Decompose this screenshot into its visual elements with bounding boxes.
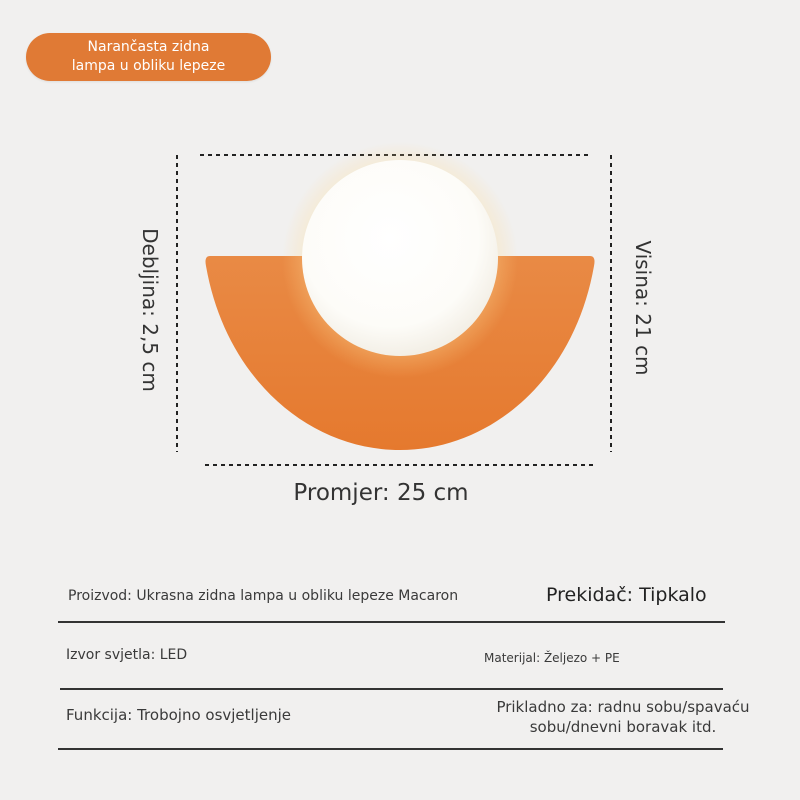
height-label: Visina: 21 cm: [631, 240, 655, 376]
spec-suitable-for: [483, 697, 763, 737]
badge-line-2: lampa u obliku lepeze: [71, 58, 226, 74]
divider-1: [58, 621, 725, 623]
spec-light-source: Izvor svjetla: LED: [66, 647, 188, 663]
spec-product: Proizvod: Ukrasna zidna lampa u obliku lepeze Macaron: [68, 588, 459, 604]
spec-function: Funkcija: Trobojno osvjetljenje: [66, 706, 292, 724]
suitable-line-1: Prikladno za: radnu sobu/spavaću: [496, 698, 750, 716]
globe: [302, 160, 498, 356]
divider-3: [58, 748, 723, 750]
spec-material: Materijal: Željezo + PE: [484, 651, 620, 665]
suitable-line-2: sobu/dnevni boravak itd.: [529, 718, 717, 736]
thickness-label: Debljina: 2,5 cm: [138, 228, 162, 392]
divider-2: [60, 688, 723, 690]
badge-line-1: Narančasta zidna: [87, 39, 210, 55]
diameter-label: Promjer: 25 cm: [293, 480, 469, 506]
spec-switch: Prekidač: Tipkalo: [546, 584, 707, 606]
